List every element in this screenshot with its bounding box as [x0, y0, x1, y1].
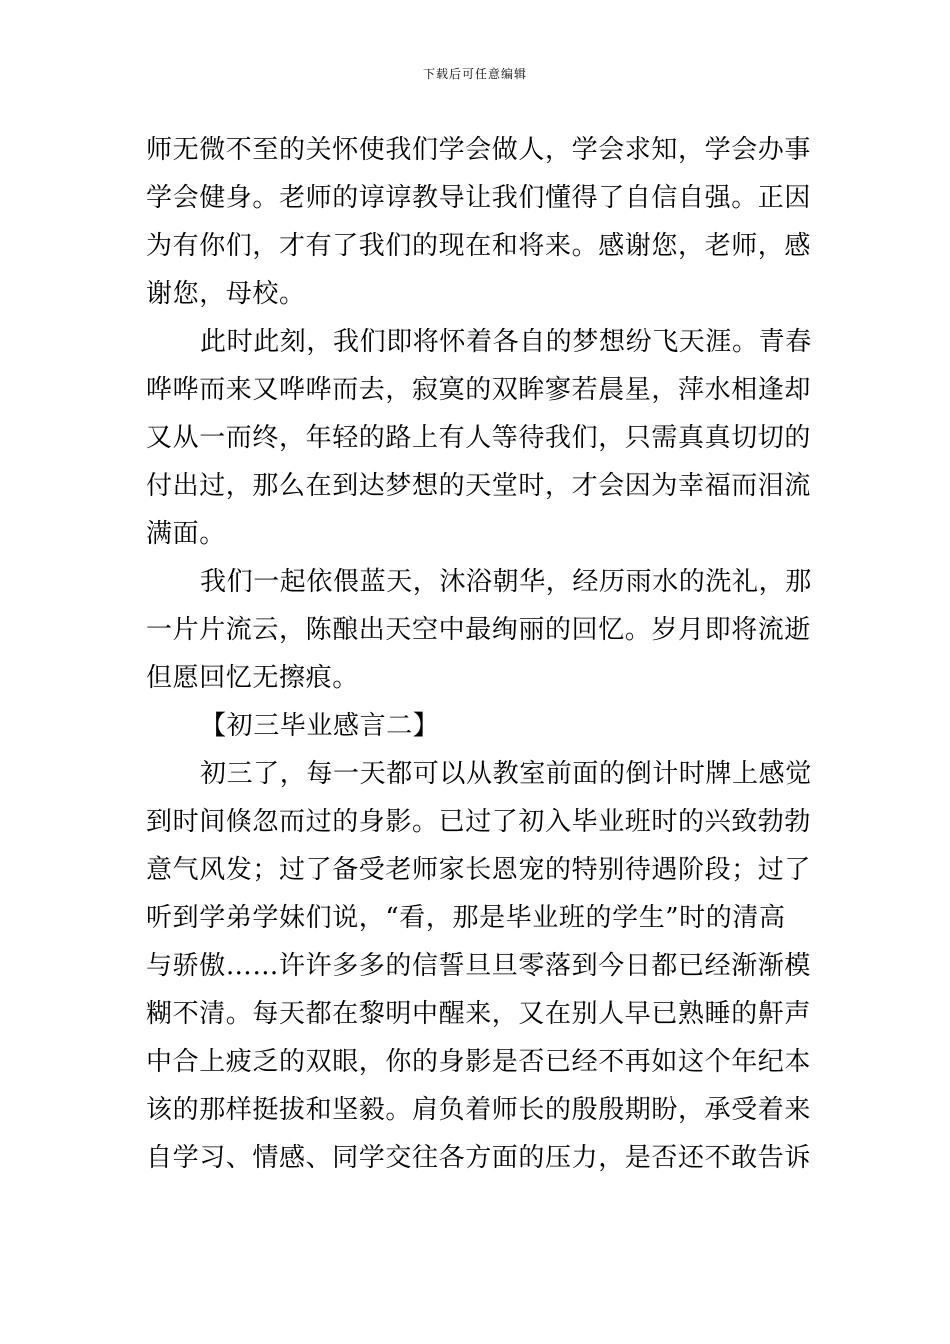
text-line: 糊不清。每天都在黎明中醒来，又在别人早已熟睡的鼾声 [146, 999, 812, 1029]
text-line: 自学习、情感、同学交往各方面的压力，是否还不敢告诉 [146, 1143, 812, 1173]
header-note: 下载后可任意编辑 [422, 67, 527, 81]
text-line: 听到学弟学妹们说，“看，那是毕业班的学生”时的清高 [146, 903, 786, 933]
paragraph-first-line: 此时此刻，我们即将怀着各自的梦想纷飞天涯。青春 [200, 327, 812, 357]
text-line: 意气风发；过了备受老师家长恩宠的特别待遇阶段；过了 [146, 855, 812, 885]
text-line: 中合上疲乏的双眼，你的身影是否已经不再如这个年纪本 [146, 1047, 812, 1077]
text-line: 哗哗而来又哗哗而去，寂寞的双眸寥若晨星，萍水相逢却 [146, 375, 812, 405]
text-line: 师无微不至的关怀使我们学会做人，学会求知，学会办事 [146, 135, 812, 165]
text-line: 又从一而终，年轻的路上有人等待我们，只需真真切切的 [146, 423, 812, 453]
text-line: 满面。 [146, 519, 226, 549]
paragraph-first-line: 初三了，每一天都可以从教室前面的倒计时牌上感觉 [200, 759, 812, 789]
document-body [146, 126, 810, 1182]
section-heading: 【初三毕业感言二】 [200, 711, 440, 741]
paragraph-first-line: 我们一起依偎蓝天，沐浴朝华，经历雨水的洗礼，那 [200, 567, 812, 597]
text-line: 为有你们，才有了我们的现在和将来。感谢您，老师，感 [146, 231, 812, 261]
text-line: 一片片流云，陈酿出天空中最绚丽的回忆。岁月即将流逝 [146, 615, 812, 645]
text-line: 谢您，母校。 [146, 279, 306, 309]
text-line: 付出过，那么在到达梦想的天堂时，才会因为幸福而泪流 [146, 471, 812, 501]
text-line: 但愿回忆无擦痕。 [146, 663, 359, 693]
text-line: 学会健身。老师的谆谆教导让我们懂得了自信自强。正因 [146, 183, 812, 213]
text-line: 与骄傲……许许多多的信誓旦旦零落到今日都已经渐渐模 [146, 951, 812, 981]
text-line: 到时间倏忽而过的身影。已过了初入毕业班时的兴致勃勃 [146, 807, 812, 837]
text-line: 该的那样挺拔和坚毅。肩负着师长的殷殷期盼，承受着来 [146, 1095, 812, 1125]
